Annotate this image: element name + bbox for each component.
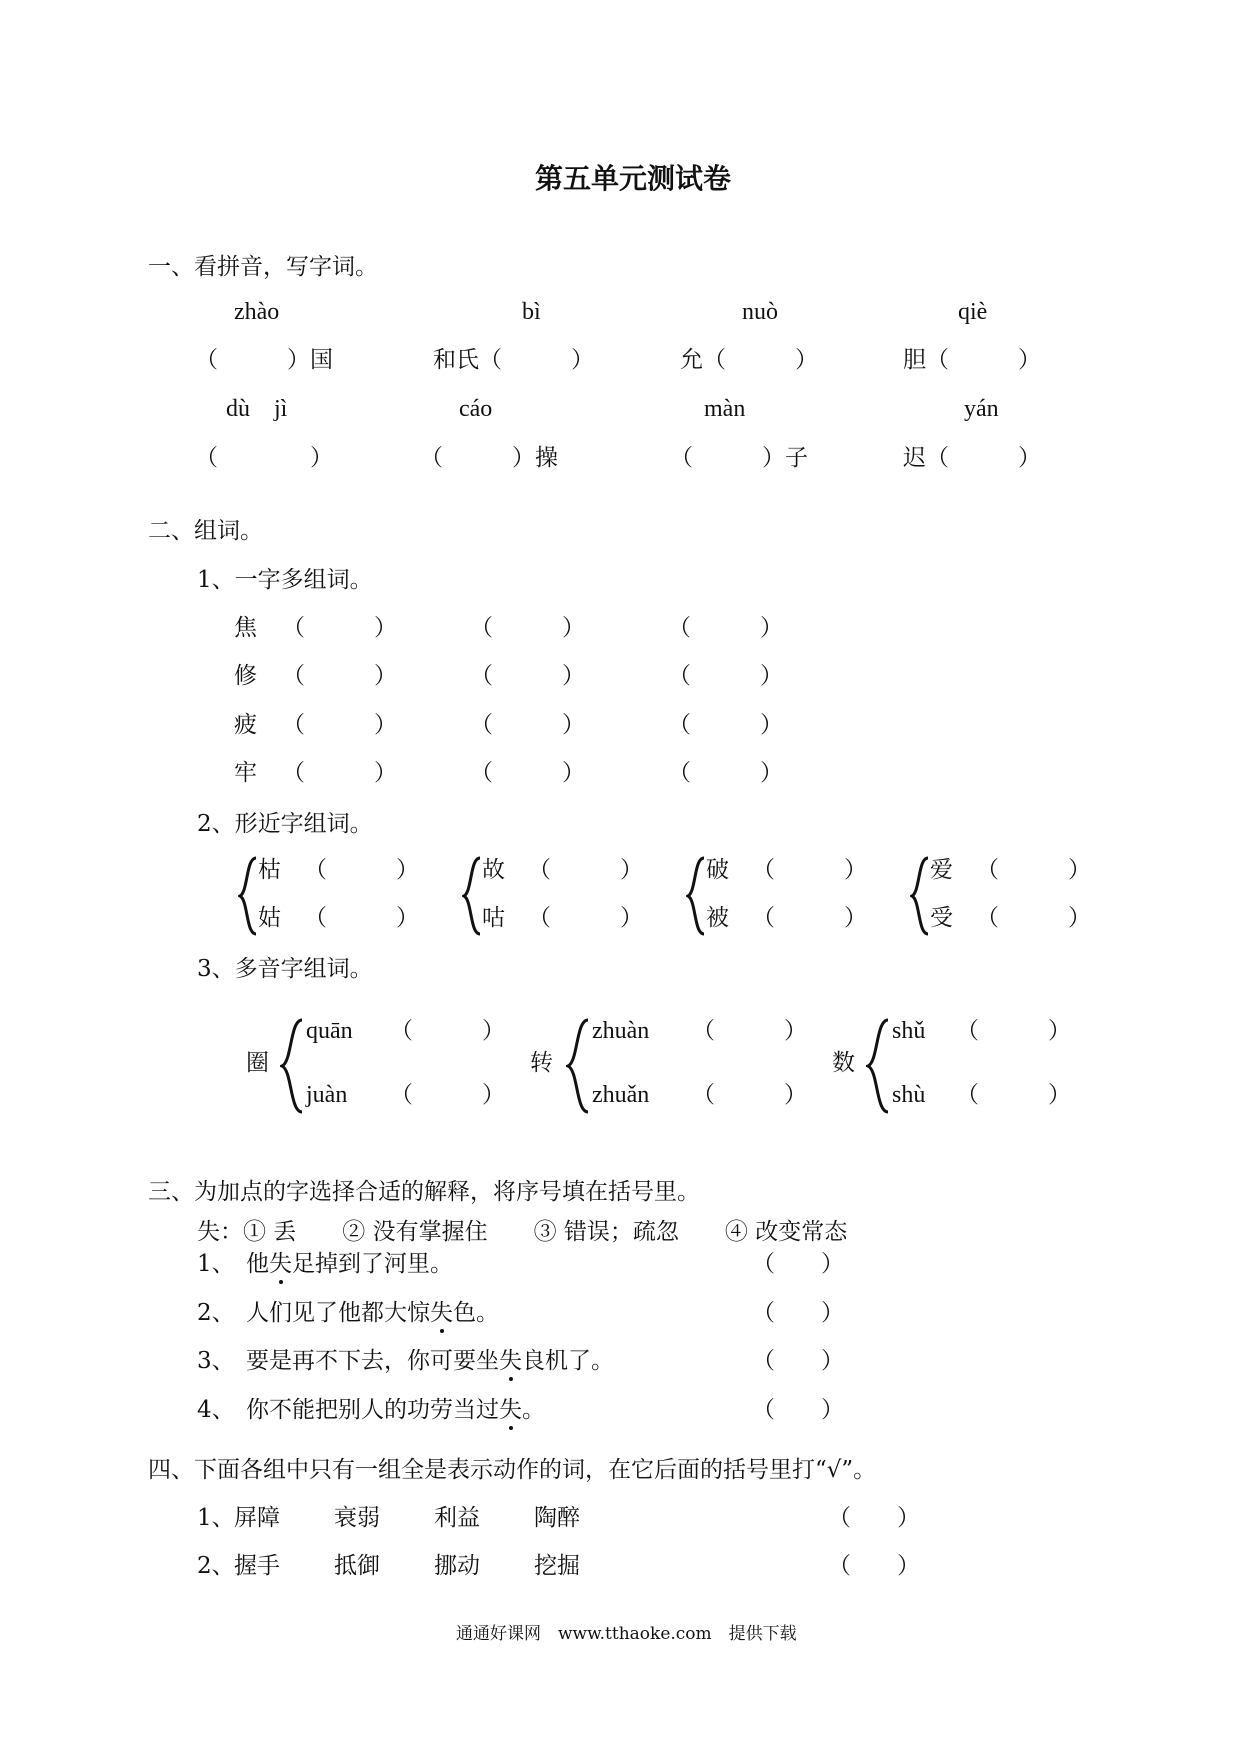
reading-pinyin: shǔ [892,1018,926,1044]
word-blank: （ ） [956,1018,1071,1044]
page-title: 第五单元测试卷 [535,162,732,195]
answer-blank: （ ） [828,1505,920,1531]
brace-icon [910,856,930,936]
word-blank: （ ） [692,1082,807,1108]
definition-options: 失：① 丢 ② 没有掌握住 ③ 错误；疏忽 ④ 改变常态 [197,1219,848,1245]
word-blank: （ ） [304,905,419,931]
word-blank: （ ） [304,857,419,883]
reading-pinyin: juàn [306,1082,348,1108]
word-blank: （ ） [668,615,783,641]
word-item: 挖掘 [534,1553,580,1579]
subsection-heading: 1、一字多组词。 [197,567,373,593]
word-item: 挪动 [434,1553,480,1579]
similar-char: 爱 [930,857,953,883]
reading-pinyin: zhuàn [592,1018,650,1044]
brace-icon [686,856,706,936]
similar-char: 枯 [258,857,281,883]
word-item: 握手 [234,1553,280,1579]
polyphone-char: 数 [832,1050,855,1076]
target-char: 牢 [234,760,257,786]
word-blank: （ ） [470,760,585,786]
word-blank: 迟（ ） [903,445,1041,471]
footer-text: 通通好课网 www.tthaoke.com 提供下载 [456,1624,797,1644]
pinyin-label: bì [522,299,541,325]
similar-char: 破 [706,857,729,883]
word-blank: （ ）国 [195,347,333,373]
word-blank: （ ） [976,905,1091,931]
word-blank: （ ）子 [670,445,808,471]
pinyin-label: qiè [958,299,988,325]
pinyin-label: dù jì [226,396,288,422]
word-blank: （ ） [668,712,783,738]
similar-char: 受 [930,905,953,931]
example-sentence: 你不能把别人的功劳当过失。 [246,1397,545,1423]
brace-icon [462,856,482,936]
similar-char: 被 [706,905,729,931]
word-blank: 和氏（ ） [433,347,594,373]
word-blank: （ ） [528,905,643,931]
word-blank: （ ） [470,663,585,689]
word-blank: （ ） [752,905,867,931]
polyphone-char: 转 [530,1050,553,1076]
reading-pinyin: shù [892,1082,926,1108]
pinyin-label: yán [964,396,999,422]
word-blank: （ ） [956,1082,1071,1108]
item-number: 1、 [197,1251,235,1277]
section-1-heading: 一、看拼音，写字词。 [148,254,378,280]
word-blank: 允（ ） [680,347,818,373]
answer-blank: （ ） [752,1251,844,1277]
section-3-heading: 三、为加点的字选择合适的解释，将序号填在括号里。 [148,1179,700,1205]
example-sentence: 要是再不下去，你可要坐失良机了。 [246,1348,614,1374]
item-number: 2、 [197,1553,235,1579]
brace-icon [566,1018,590,1114]
word-blank: （ ） [752,857,867,883]
word-blank: （ ） [470,712,585,738]
similar-char: 故 [482,857,505,883]
brace-icon [280,1018,304,1114]
word-blank: （ ） [668,760,783,786]
word-blank: （ ） [282,760,397,786]
pinyin-label: cáo [459,396,493,422]
word-blank: （ ） [390,1018,505,1044]
item-number: 3、 [197,1348,235,1374]
item-number: 4、 [197,1397,235,1423]
answer-blank: （ ） [752,1300,844,1326]
dotted-char: 失 [499,1397,522,1423]
reading-pinyin: zhuǎn [592,1082,650,1108]
answer-blank: （ ） [828,1553,920,1579]
pinyin-label: nuò [742,299,778,325]
item-number: 2、 [197,1300,235,1326]
subsection-heading: 2、形近字组词。 [197,811,373,837]
target-char: 焦 [234,615,257,641]
word-item: 陶醉 [534,1505,580,1531]
answer-blank: （ ） [752,1348,844,1374]
similar-char: 姑 [258,905,281,931]
dotted-char: 失 [430,1300,453,1326]
section-4-heading: 四、下面各组中只有一组全是表示动作的词，在它后面的括号里打“√”。 [148,1457,877,1483]
subsection-heading: 3、多音字组词。 [197,956,373,982]
word-blank: （ ） [195,445,333,471]
section-2-heading: 二、组词。 [148,518,263,544]
word-blank: （ ） [282,663,397,689]
item-number: 1、 [197,1505,235,1531]
word-blank: （ ） [528,857,643,883]
word-item: 抵御 [334,1553,380,1579]
word-blank: （ ） [282,712,397,738]
pinyin-label: màn [704,396,746,422]
brace-icon [866,1018,890,1114]
target-char: 疲 [234,712,257,738]
word-item: 利益 [434,1505,480,1531]
word-item: 屏障 [234,1505,280,1531]
example-sentence: 他失足掉到了河里。 [246,1251,453,1277]
word-blank: （ ） [976,857,1091,883]
answer-blank: （ ） [752,1397,844,1423]
word-blank: 胆（ ） [903,347,1041,373]
word-blank: （ ） [470,615,585,641]
example-sentence: 人们见了他都大惊失色。 [246,1300,499,1326]
reading-pinyin: quān [306,1018,353,1044]
word-blank: （ ） [282,615,397,641]
word-item: 衰弱 [334,1505,380,1531]
similar-char: 咕 [482,905,505,931]
word-blank: （ ） [668,663,783,689]
brace-icon [238,856,258,936]
dotted-char: 失 [499,1348,522,1374]
polyphone-char: 圈 [246,1050,269,1076]
pinyin-label: zhào [234,299,280,325]
word-blank: （ ） [692,1018,807,1044]
word-blank: （ ） [390,1082,505,1108]
word-blank: （ ）操 [420,445,558,471]
target-char: 修 [234,663,257,689]
dotted-char: 失 [269,1251,292,1277]
